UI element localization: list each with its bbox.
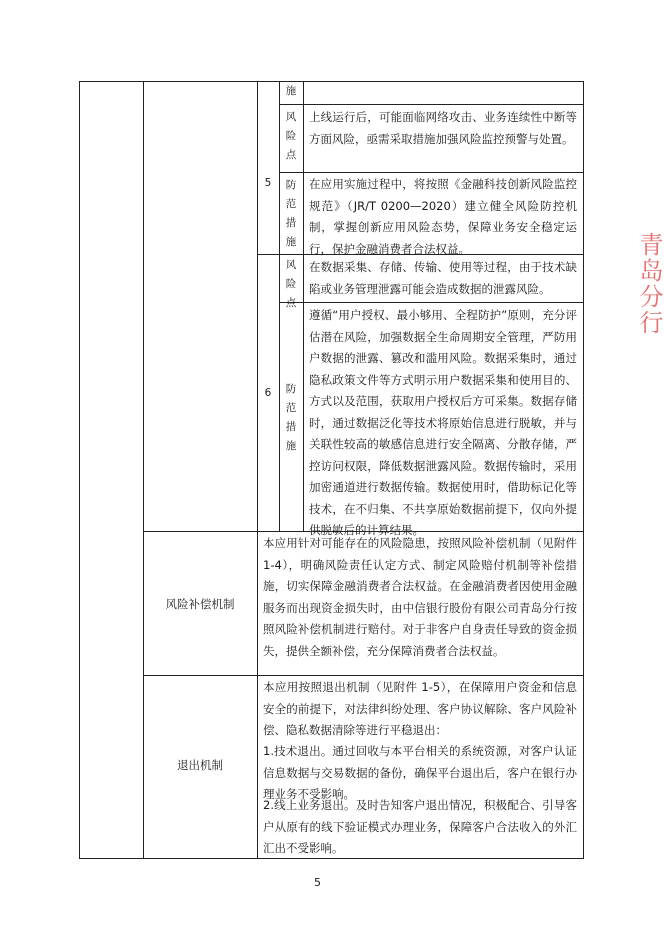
table-border-left [79, 81, 80, 858]
page-number: 5 [314, 876, 321, 889]
section-paragraph: 2.线上业务退出。及时告知客户退出情况，积极配合、引导客户从原有的线下验证模式办理业务，保障客户合法收入的外汇汇出不受影响。 [263, 798, 577, 855]
prevention-text: 在应用实施过程中，将按照《金融科技创新风险监控规范》（JR/T 0200—2020）建立健全风险防控机制，掌握创新应用风险态势，保障业务安全稳定运行，保护金融消费者合法权益。 [309, 177, 577, 256]
column-divider-3 [279, 81, 280, 531]
prevention-text: 遵循“用户授权、最小够用、全程防护”原则，充分评估潜在风险，加强数据全生命周期安全管理，严防用户数据的泄露、篡改和滥用风险。数据采集时，通过隐私政策文件等方式明示用户数据采集和使用目的、方式以及范围，获取用户授权后方可采集。数据存储时，通过数据泛化等技术将原始信息进行脱敏，并与关联性较高的敏感信息进行安全隔离、分散存储，严控访问权限，降低数据泄露风险。数据传输时，采用加密通道进行数据传输。数据使用时，借助标记化等技术，在不归集、不共享原始数据前提下，仅向外提供脱敏后的计算结果。 [309, 308, 577, 537]
row-divider [279, 104, 584, 105]
table-border-right [583, 81, 584, 858]
row-label: 施 [285, 85, 297, 97]
risk-point-text: 上线运行后，可能面临网络攻击、业务连续性中断等方面风险，亟需采取措施加强风险监控预警与处置。 [309, 110, 577, 146]
risk-point-text: 在数据采集、存储、传输、使用等过程，由于技术缺陷或业务管理泄露可能会造成数据的泄露风险。 [309, 260, 577, 296]
section-paragraph: 1.技术退出。通过回收与本平台相关的系统资源，对客户认证信息数据与交易数据的备份，确保平台退出后，客户在银行办理业务不受影响。 [263, 744, 577, 801]
row-number: 5 [264, 177, 272, 189]
section-text: 本应用针对可能存在的风险隐患，按照风险补偿机制（见附件 1-4），明确风险责任认定方式、制定风险赔付机制等补偿措施，切实保障金融消费者合法权益。在金融消费者因使用金融服务而出现资金损失时，由中信银行股份有限公司青岛分行按照风险补偿机制进行赔付。对于非客户自身责任导致的资金损失，提供全额补偿，充分保障消费者合法权益。 [263, 536, 577, 658]
row-divider [143, 675, 584, 676]
official-seal-stamp: 青岛分行 [635, 232, 663, 336]
section-paragraph: 本应用按照退出机制（见附件 1-5），在保障用户资金和信息安全的前提下，对法律纠纷处理、客户协议解除、客户风险补偿、隐私数据清除等进行平稳退出： [263, 680, 577, 737]
table-border-top [79, 81, 584, 82]
section-title: 退出机制 [177, 758, 223, 772]
row-divider [279, 172, 584, 173]
row-label-risk-point: 风险点 [285, 111, 297, 161]
row-label-risk-point: 风险点 [285, 259, 297, 309]
row-number: 6 [264, 387, 272, 399]
section-title: 风险补偿机制 [165, 597, 235, 611]
row-label-prevention: 防范措施 [285, 179, 297, 248]
column-divider-1 [143, 81, 144, 858]
row-label-prevention: 防范措施 [285, 383, 297, 452]
column-divider-4 [303, 81, 304, 531]
row-divider [279, 302, 584, 303]
column-divider-2 [257, 81, 258, 858]
